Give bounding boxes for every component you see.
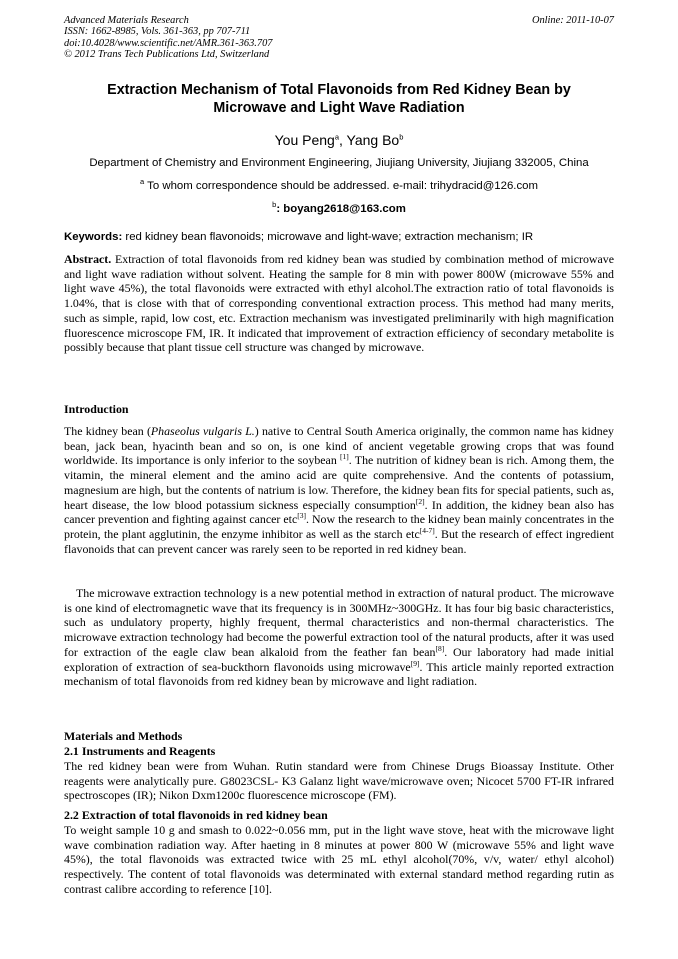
online-date: Online: 2011-10-07 <box>531 15 614 26</box>
intro-p1-text: . In addition, the kidney bean also has cancer prevention and fighting against cancer etc <box>64 497 614 527</box>
abstract-text: Extraction of total flavonoids from red kidney bean was studied by combination method of microwave and light wave radiation without solvent. Heating the sample for 8 min with power 800W (microwave 55% and light wave 45%), the total flavonoids were extracted with ethyl alcohol.The extraction ratio of total flavonoids is 1.04%, that is close with that of corresponding conventional extraction process. This method had many merits, such as simple, rapid, low cost, etc. Extraction mechanism was investigated preliminarily with high magnification fluorescence microscope FM, IR. It indicated that improvement of extraction efficiency of secondary metabolite is possibly because that plant tissue cell structure was changed by microwave. <box>64 252 614 355</box>
author-list <box>64 131 614 149</box>
keywords-text: red kidney bean flavonoids; microwave and light-wave; extraction mechanism; IR <box>122 231 534 243</box>
intro-paragraph-2 <box>64 586 614 689</box>
methods-heading: Materials and Methods <box>64 729 183 743</box>
citation-ref: [9] <box>410 658 420 668</box>
journal-name: Advanced Materials Research <box>64 15 189 26</box>
issn-line: ISSN: 1662-8985, Vols. 361-363, pp 707-711 <box>64 26 251 38</box>
citation-ref: [1] <box>340 452 349 462</box>
author-2-mark: b <box>399 132 404 142</box>
intro-p2-text: . This article mainly reported extraction mechanism of total flavonoids from red kidney bean by microwave and light radiation. <box>64 659 614 689</box>
intro-paragraph-1 <box>64 424 614 556</box>
abstract <box>64 252 614 355</box>
section-2-1-text: The red kidney bean were from Wuhan. Rutin standard were from Chinese Drugs Bioassay Institute. Other reagents were analytically pure. G8023CSL- K3 Galanz light wave/microwave oven; Nicocet 5700 FT-IR infrared spectroscopes (IR); Nikon Dxm1200c fluorescence microscope (FM). <box>64 759 614 803</box>
note-b-mark: b <box>272 200 277 210</box>
title-line-2: Microwave and Light Wave Radiation <box>213 100 465 116</box>
email-note <box>64 202 614 216</box>
author-1-mark: a <box>334 132 339 142</box>
intro-p1-text: . The nutrition of kidney bean is rich. Among them, the vitamin, the mineral element and the amino acid are quite comprehensive. And the contents of potassium, magnesium are high, but the contents of natrium is low. Therefore, the kidney bean fits for special patients, such as, heart disease, the low blood potassium sickness especially consumption <box>64 453 614 512</box>
citation-ref: [2] <box>415 496 425 506</box>
section-2-2-heading: 2.2 Extraction of total flavonoids in red kidney bean <box>64 808 328 822</box>
intro-p1-text: . But the research of effect ingredient flavonoids that can prevent cancer was rarely seen to be reported in red kidney bean. <box>64 526 614 556</box>
species-name: Phaseolus vulgaris L. <box>150 424 255 438</box>
abstract-label: Abstract. <box>64 252 112 266</box>
intro-p1-text: . Now the research to the kidney bean mainly concentrates in the protein, the plant agglutinin, the enzyme inhibitor as well as the starch etc <box>64 512 614 541</box>
intro-p2-text: The microwave extraction technology is a new potential method in extraction of natural product. The microwave is one kind of electromagnetic wave that its frequency is in 300MHz~300GHz. It has four big basic characteristics, such as undulatory property, highly frequent, thermal characteristics and non-thermal characteristics. The microwave extraction technology had become the powerful extraction tool of the natural products, after it was used for extraction of the eagle claw bean alkaloid from the feather fan bean <box>64 586 614 659</box>
introduction-heading: Introduction <box>64 402 129 416</box>
note-b-text: : boyang2618@163.com <box>276 203 406 215</box>
title-line-1: Extraction Mechanism of Total Flavonoids from Red Kidney Bean by <box>107 82 571 98</box>
citation-ref: [8] <box>435 643 445 653</box>
author-2: Yang Bo <box>346 132 400 148</box>
journal-header <box>64 15 272 60</box>
intro-p2-text: . Our laboratory had made initial exploration of extraction of sea-buckthorn flavonoids using microwave <box>64 644 614 674</box>
intro-p1-text: The kidney bean ( <box>64 424 151 438</box>
section-2-1-heading: 2.1 Instruments and Reagents <box>64 744 216 758</box>
affiliation: Department of Chemistry and Environment Engineering, Jiujiang University, Jiujiang 332005, China <box>89 157 589 169</box>
citation-ref: [4-7] <box>419 525 435 535</box>
doi-line: doi:10.4028/www.scientific.net/AMR.361-363.707 <box>64 37 273 49</box>
author-1: You Peng <box>274 132 335 148</box>
copyright-line: © 2012 Trans Tech Publications Ltd, Switzerland <box>64 48 270 60</box>
intro-p1-text: ) native to Central South America originally, the common name has kidney bean, jack bean, hyacinth bean and so on, is one kind of ancient vegetable growing crops that was found worldwide. Its importance is only inferior to the soybean <box>64 424 614 468</box>
note-a-mark: a <box>140 177 145 187</box>
correspondence-note <box>64 179 614 193</box>
section-2-2-text: To weight sample 10 g and smash to 0.022~0.056 mm, put in the light wave stove, heat with the microwave light wave combination radiation way. After haeting in 8 minutes at power 800 W (microwave 55% and light wave 45%), the total flavonoids was extracted twice with 25 mL ethyl alcohol(70%, v/v, water/ ethyl alcohol) respectively. The content of total flavonoids was determinated with external standard method regarding rutin as contrast calibre according to reference [10]. <box>64 823 614 896</box>
citation-ref: [3] <box>297 511 306 521</box>
paper-title <box>64 81 614 117</box>
note-a-text: To whom correspondence should be addressed. e-mail: trihydracid@126.com <box>144 180 538 192</box>
keywords <box>64 230 614 244</box>
author-separator: , <box>339 132 347 148</box>
keywords-label: Keywords: <box>64 231 123 243</box>
